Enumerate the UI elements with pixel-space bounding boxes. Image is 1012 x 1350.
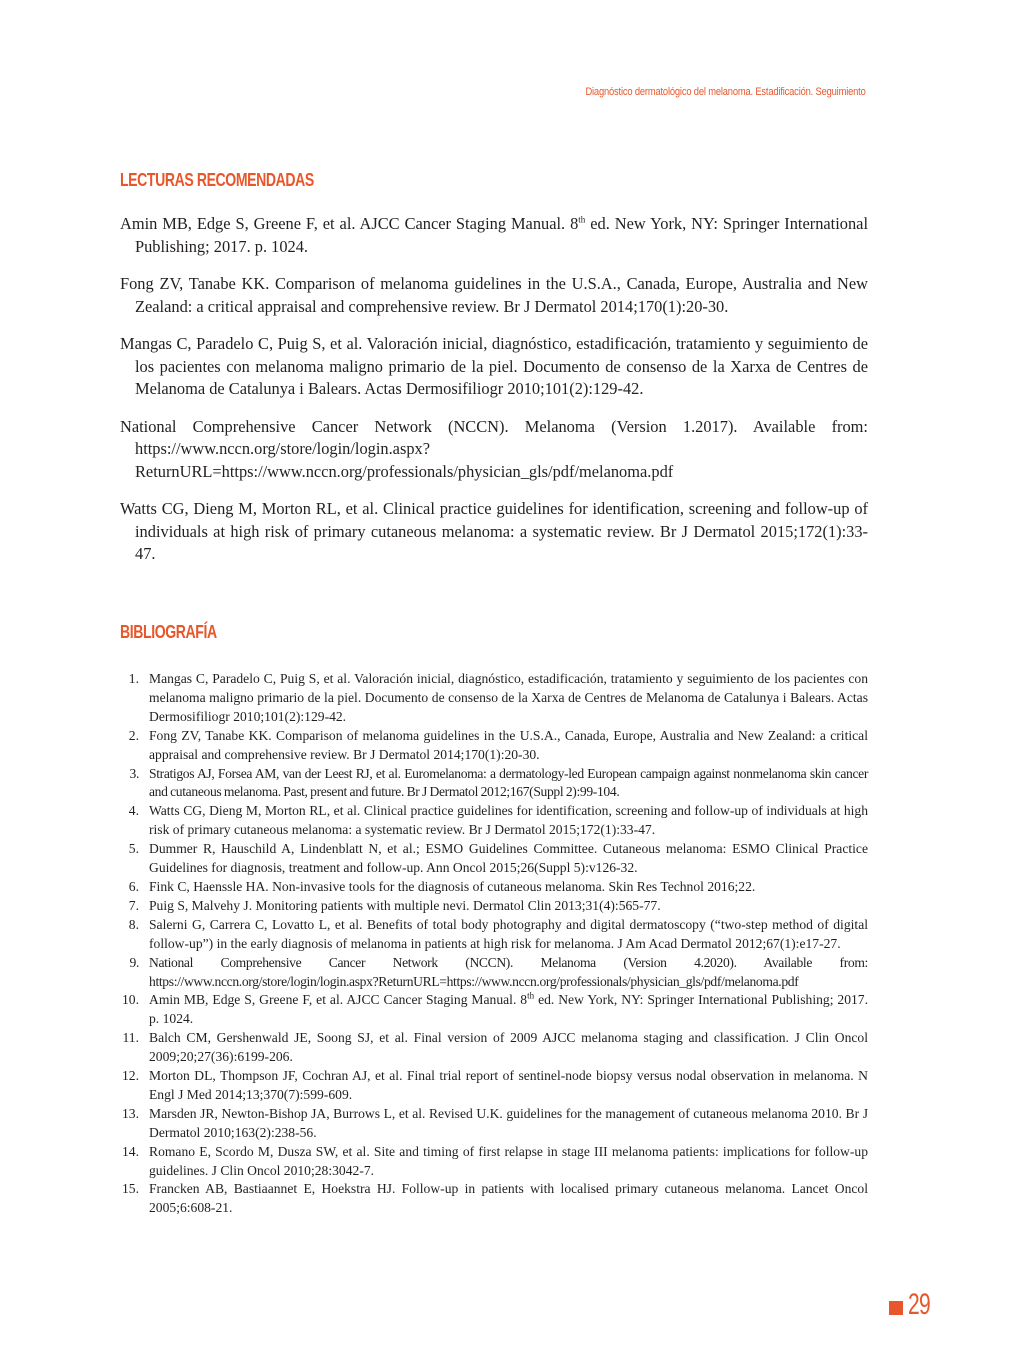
page-number: 29 — [908, 1288, 930, 1321]
bibliography-item — [120, 670, 868, 727]
recommended-readings-list — [120, 213, 868, 581]
item-text: Balch CM, Gershenwald JE, Soong SJ, et al. Final version of 2009 AJCC melanoma staging and classification. J Clin Oncol 2009;20;27(36):6199-206. — [149, 1030, 868, 1065]
item-number: 13. — [122, 1105, 139, 1121]
bibliography-list — [120, 670, 868, 1218]
item-text: Marsden JR, Newton-Bishop JA, Burrows L, et al. Revised U.K. guidelines for the management of cutaneous melanoma 2010. Br J Dermatol 2010;163(2):238-56. — [149, 1105, 868, 1140]
item-number: 10. — [122, 992, 139, 1008]
item-number: 7. — [128, 897, 139, 913]
section-heading-bibliografia: BIBLIOGRAFÍA — [120, 622, 217, 642]
item-text: Puig S, Malvehy J. Monitoring patients with multiple nevi. Dermatol Clin 2013;31(4):565-77. — [149, 897, 661, 913]
item-text: ed. New York, NY: Springer International Publishing; 2017. p. 1024. — [149, 992, 868, 1027]
item-text: Dummer R, Hauschild A, Lindenblatt N, et al.; ESMO Guidelines Committee. Cutaneous melanoma: ESMO Clinical Practice Guidelines for diagnosis, treatment and follow-up. Ann Oncol 2015;26(Suppl 5):v126-32. — [149, 841, 868, 876]
item-number: 3. — [129, 765, 139, 781]
item-text: Fink C, Haenssle HA. Non-invasive tools for the diagnosis of cutaneous melanoma. Skin Res Technol 2016;22. — [149, 878, 756, 894]
item-number: 11. — [122, 1030, 139, 1046]
bibliography-item — [120, 840, 868, 878]
item-text: Fong ZV, Tanabe KK. Comparison of melanoma guidelines in the U.S.A., Canada, Europe, Australia and New Zealand: a critical appraisal and comprehensive review. Br J Dermatol 2014;170(1):20-30. — [149, 727, 868, 762]
reading-entry: Mangas C, Paradelo C, Puig S, et al. Valoración inicial, diagnóstico, estadificación, tratamiento y seguimiento de los pacientes con melanoma maligno primario de la piel. Documento de consenso de la Xarxa de Centres de Melanoma de Catalunya i Balears. Actas Dermosifiliogr 2010;101(2):129-42. — [120, 334, 868, 398]
reading-text: ed. New York, NY: Springer International Publishing; 2017. p. 1024. — [135, 214, 868, 256]
item-text: Morton DL, Thompson JF, Cochran AJ, et al. Final trial report of sentinel-node biopsy versus nodal observation in melanoma. N Engl J Med 2014;13;370(7):599-609. — [149, 1068, 868, 1102]
item-number: 1. — [128, 671, 139, 686]
reading-entry: Watts CG, Dieng M, Morton RL, et al. Clinical practice guidelines for identification, screening and follow-up of individuals at high risk of primary cutaneous melanoma: a systematic review. Br J Dermatol 2015;172(1):33-47. — [120, 499, 868, 563]
item-number: 15. — [122, 1181, 139, 1197]
item-number: 5. — [128, 841, 139, 857]
section-heading-lecturas: LECTURAS RECOMENDADAS — [120, 170, 314, 190]
page-footer — [889, 1288, 939, 1322]
reading-text: Amin MB, Edge S, Greene F, et al. AJCC Cancer Staging Manual. 8 — [120, 214, 579, 233]
reading-entry: Fong ZV, Tanabe KK. Comparison of melanoma guidelines in the U.S.A., Canada, Europe, Australia and New Zealand: a critical appraisal and comprehensive review. Br J Dermatol 2014;170(1):20-30. — [120, 274, 868, 316]
item-number: 9. — [129, 954, 139, 970]
bibliography-item — [120, 1105, 868, 1143]
bibliography-item — [120, 1180, 868, 1218]
item-text: Romano E, Scordo M, Dusza SW, et al. Site and timing of first relapse in stage III melanoma patients: implications for follow-up guidelines. J Clin Oncol 2010;28:3042-7. — [149, 1143, 868, 1178]
bibliography-item — [120, 1029, 868, 1067]
bibliography-item — [120, 727, 868, 765]
bibliography-item — [120, 897, 868, 916]
running-head: Diagnóstico dermatológico del melanoma. Estadificación. Seguimiento — [585, 86, 866, 98]
bibliography-item — [120, 991, 868, 1029]
bibliography-item — [120, 954, 868, 992]
bibliography-item — [120, 802, 868, 840]
bibliography-item — [120, 916, 868, 954]
item-text: Amin MB, Edge S, Greene F, et al. AJCC Cancer Staging Manual. 8 — [149, 992, 528, 1008]
page-marker-square — [889, 1301, 903, 1315]
bibliography-item — [120, 765, 868, 803]
item-text: Stratigos AJ, Forsea AM, van der Leest RJ, et al. Euromelanoma: a dermatology-led European campaign against nonmelanoma skin cancer and cutaneous melanoma. Past, present and future. Br J Dermatol 2012;167(Suppl 2):99-104. — [149, 765, 868, 800]
item-number: 2. — [128, 727, 139, 743]
bibliography-item — [120, 878, 868, 897]
reading-entry: National Comprehensive Cancer Network (NCCN). Melanoma (Version 1.2017). Available from: https://www.nccn.org/store/login/login.aspx?ReturnURL=https://www.nccn.org/professionals/physician_gls/pdf/melanoma.pdf — [120, 416, 868, 481]
item-number: 12. — [122, 1068, 139, 1084]
item-text: Salerni G, Carrera C, Lovatto L, et al. Benefits of total body photography and digital dermatoscopy (“two-step method of digital follow-up”) in the early diagnosis of melanoma in patients at high risk for melanoma. J Am Acad Dermatol 2012;67(1):e17-27. — [149, 916, 868, 951]
ordinal-superscript: th — [527, 990, 535, 1001]
bibliography-item — [120, 1067, 868, 1105]
item-text: Watts CG, Dieng M, Morton RL, et al. Clinical practice guidelines for identification, screening and follow-up of individuals at high risk of primary cutaneous melanoma: a systematic review. Br J Dermatol 2015;172(1):33-47. — [149, 803, 868, 838]
item-number: 4. — [128, 803, 139, 819]
reading-entry — [120, 213, 868, 258]
item-text: Francken AB, Bastiaannet E, Hoekstra HJ. Follow-up in patients with localised primary cutaneous melanoma. Lancet Oncol 2005;6:608-21. — [149, 1181, 868, 1216]
item-number: 6. — [128, 878, 139, 894]
item-text: Mangas C, Paradelo C, Puig S, et al. Valoración inicial, diagnóstico, estadificación, tratamiento y seguimiento de los pacientes con melanoma maligno primario de la piel. Documento de consenso de la Xarxa de Centres de Melanoma de Catalunya i Balears. Actas Dermosifiliogr 2010;101(2):129-42. — [149, 671, 868, 724]
ordinal-superscript: th — [578, 214, 586, 225]
bibliography-item — [120, 1143, 868, 1181]
item-number: 8. — [128, 916, 139, 932]
item-text: National Comprehensive Cancer Network (NCCN). Melanoma (Version 4.2020). Available from: https://www.nccn.org/store/login/login.aspx?ReturnURL=https://www.nccn.org/professionals/physician_gls/pdf/melanoma.pdf — [149, 954, 868, 989]
item-number: 14. — [122, 1143, 139, 1159]
